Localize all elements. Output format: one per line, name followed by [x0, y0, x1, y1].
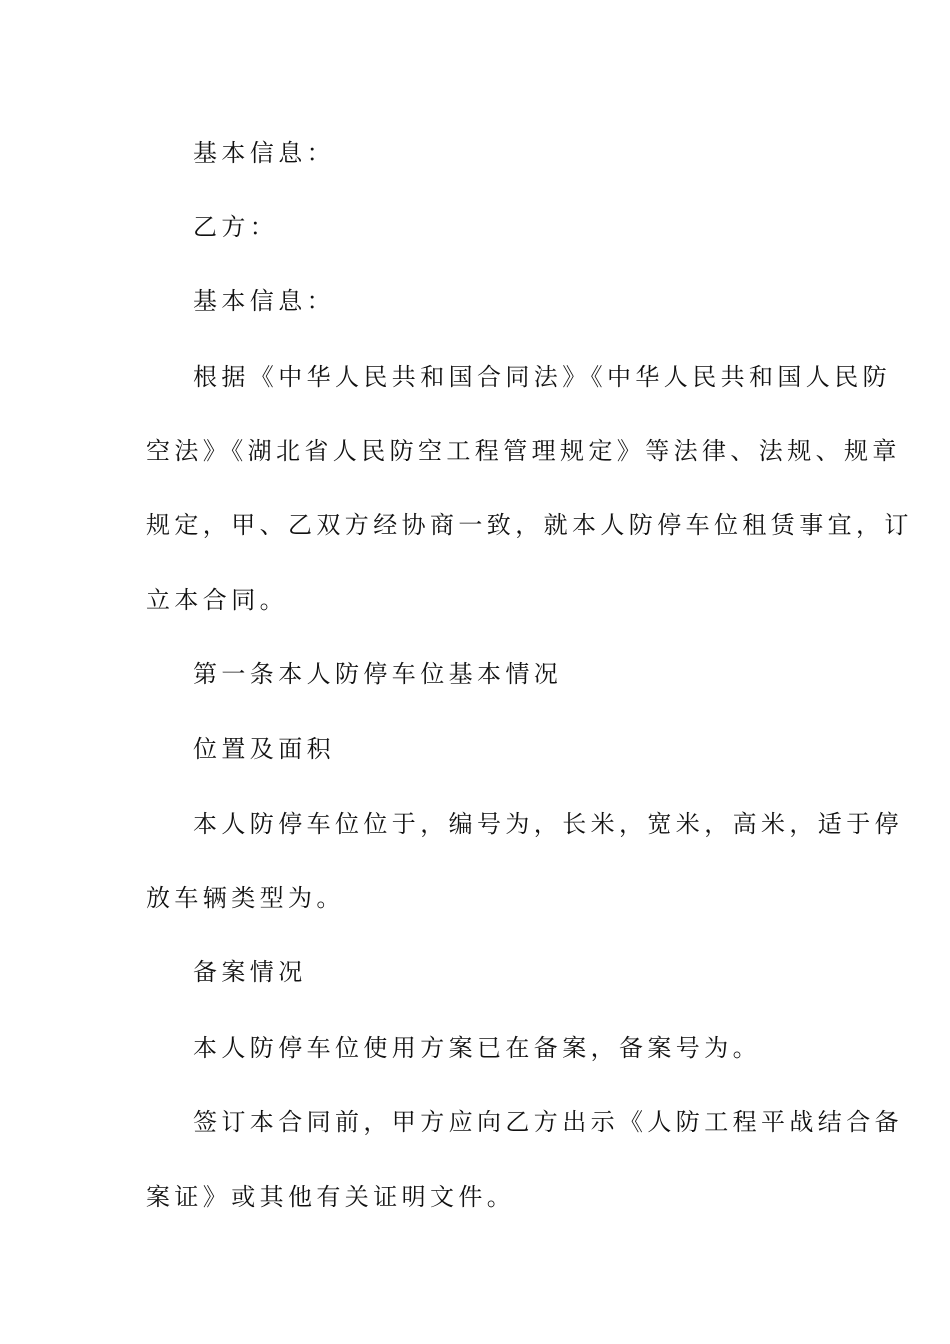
filing-subheading: 备案情况 [193, 958, 307, 986]
article-one-heading: 第一条本人防停车位基本情况 [193, 660, 563, 688]
location-area-subheading: 位置及面积 [193, 735, 335, 763]
certificate-paragraph-line-1: 签订本合同前，甲方应向乙方出示《人防工程平战结合备 [193, 1108, 903, 1136]
party-b-label: 乙方： [193, 213, 279, 241]
certificate-paragraph-line-2: 案证》或其他有关证明文件。 [146, 1183, 516, 1211]
preamble-paragraph-line-3: 规定，甲、乙双方经协商一致，就本人防停车位租赁事宜，订 [146, 511, 913, 539]
location-paragraph-line-2: 放车辆类型为。 [146, 884, 345, 912]
party-a-info-label: 基本信息： [193, 139, 335, 167]
preamble-paragraph-line-2: 空法》《湖北省人民防空工程管理规定》等法律、法规、规章 [146, 437, 901, 465]
preamble-paragraph-line-1: 根据《中华人民共和国合同法》《中华人民共和国人民防 [193, 363, 891, 391]
location-paragraph-line-1: 本人防停车位位于，编号为，长米，宽米，高米，适于停 [193, 810, 903, 838]
filing-paragraph: 本人防停车位使用方案已在备案，备案号为。 [193, 1034, 761, 1062]
party-b-info-label: 基本信息： [193, 287, 335, 315]
preamble-paragraph-line-4: 立本合同。 [146, 586, 288, 614]
